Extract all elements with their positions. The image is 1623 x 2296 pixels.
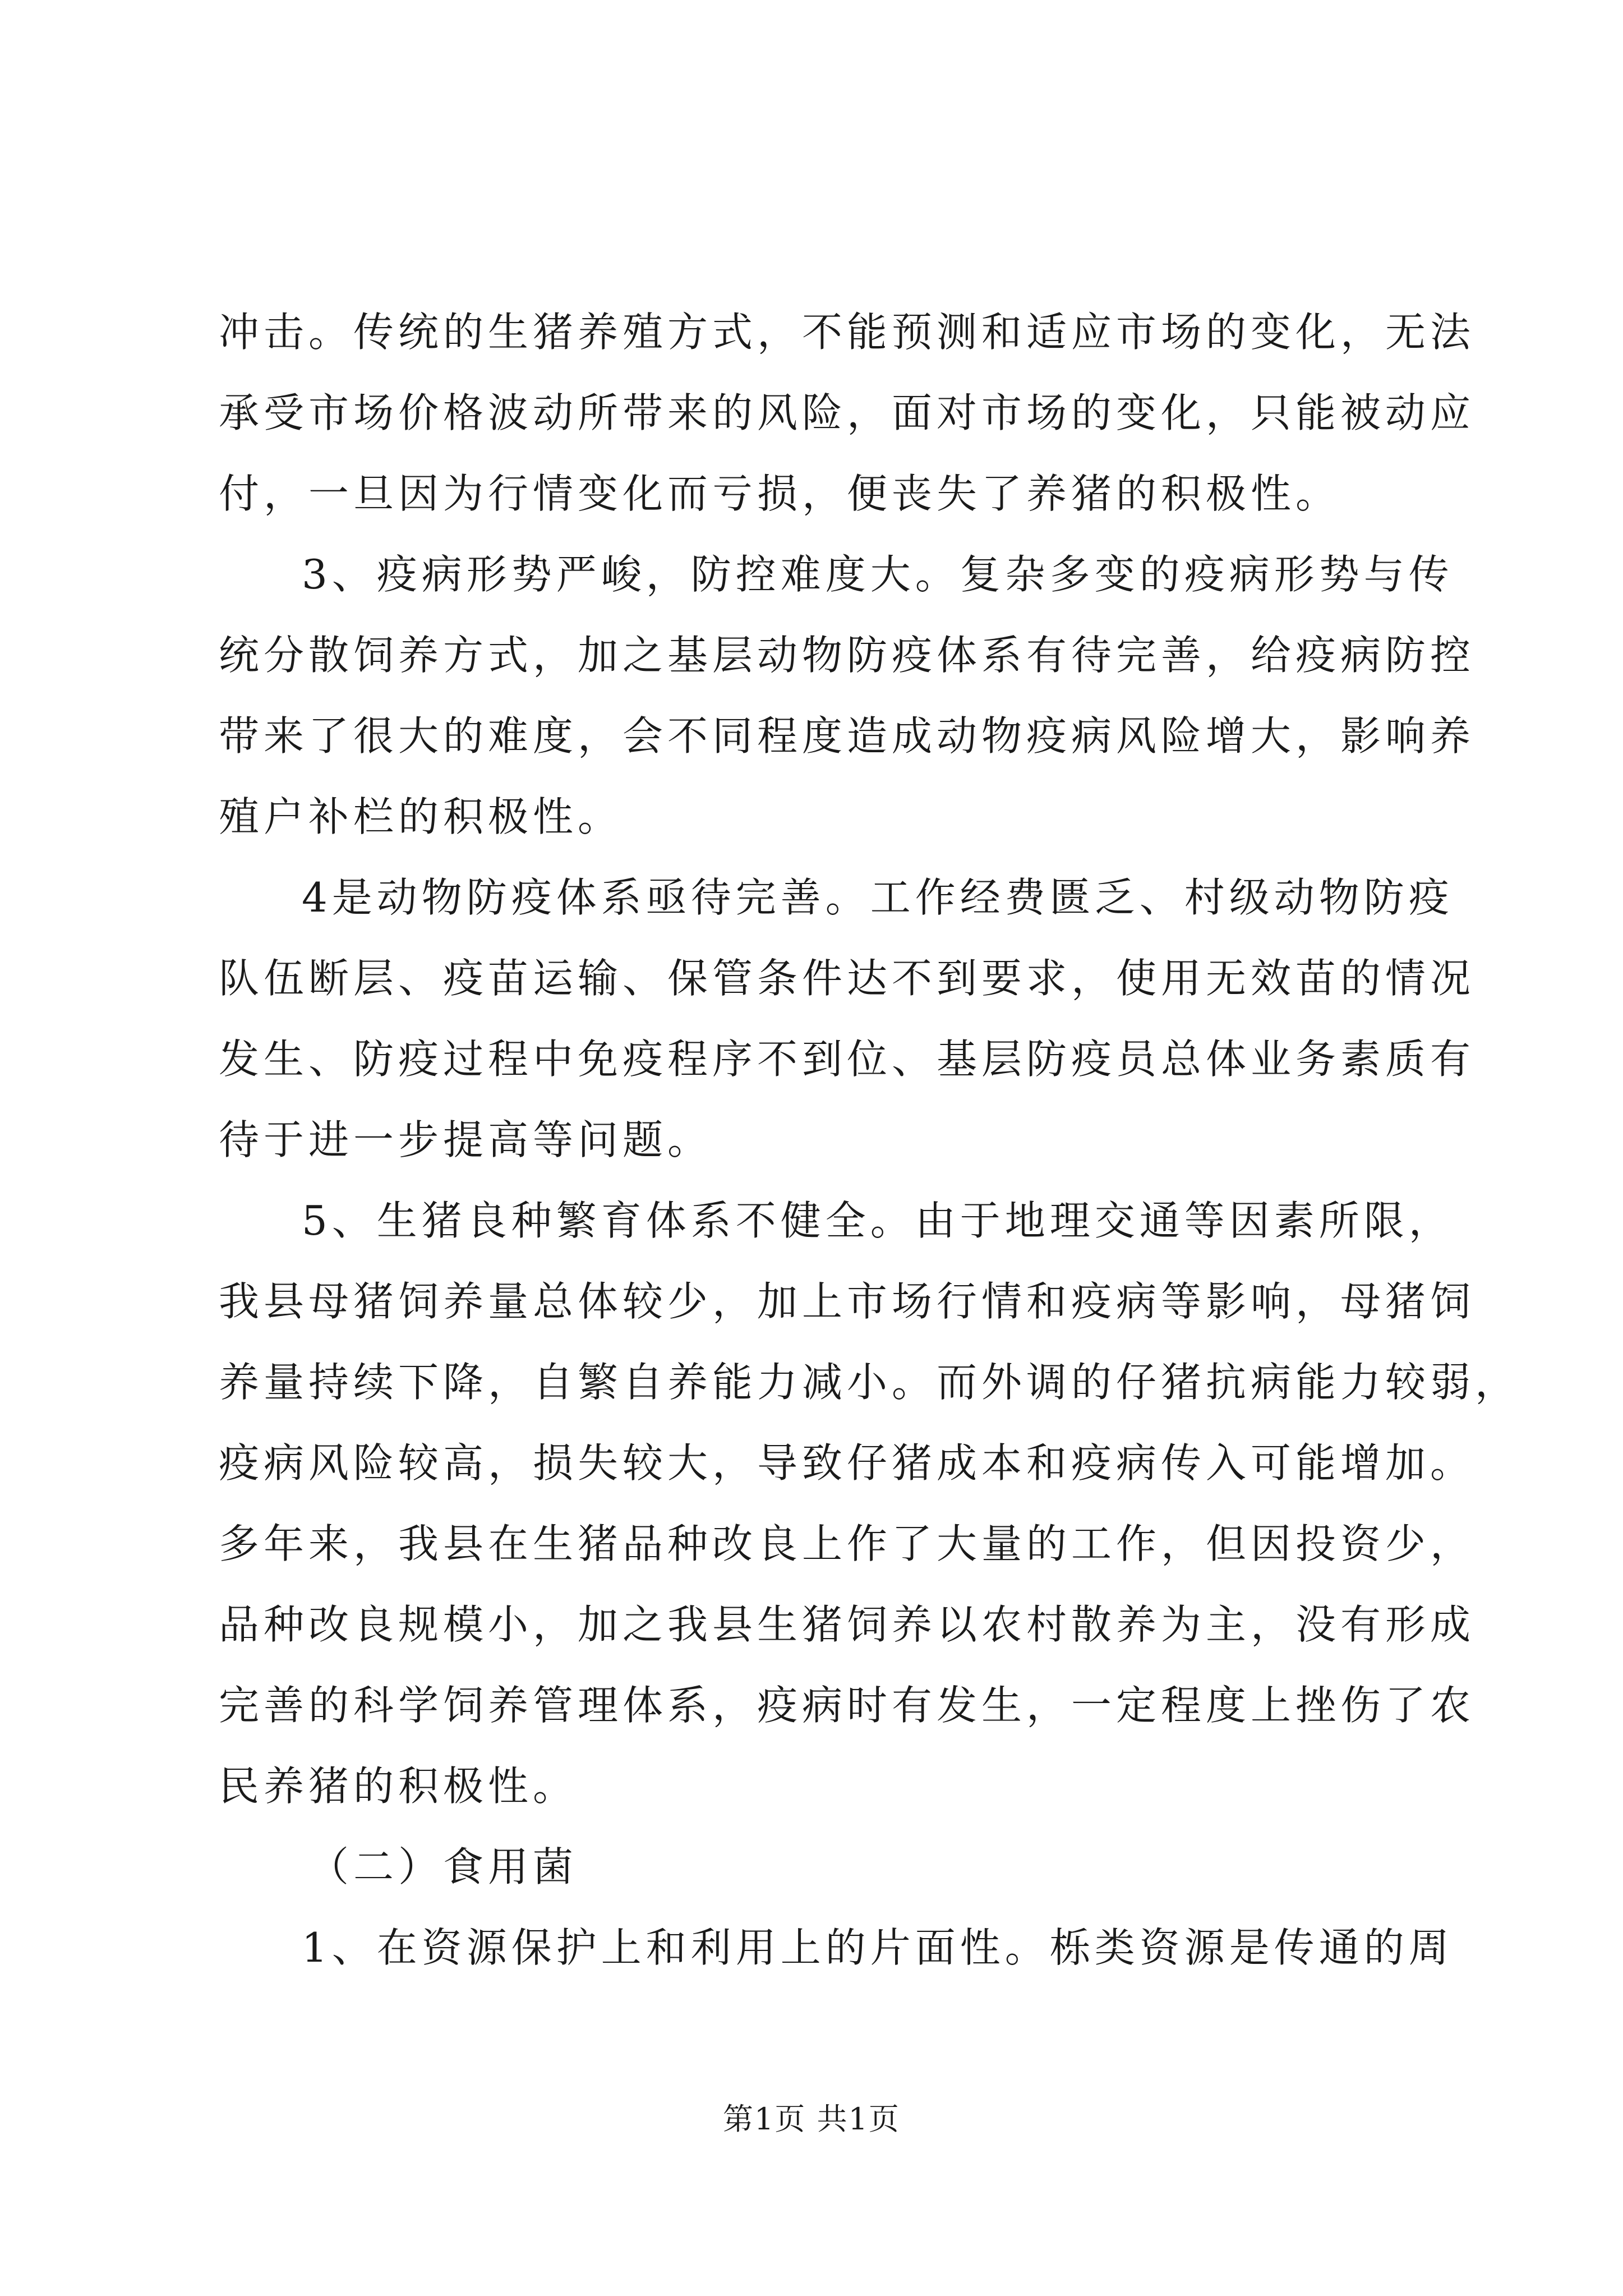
text-line: 民养猪的积极性。 <box>219 1763 578 1810</box>
paragraph <box>219 292 1476 534</box>
text-line: 带来了很大的难度，会不同程度造成动物疫病风险增大，影响养 <box>219 712 1476 760</box>
text-line: 承受市场价格波动所带来的风险，面对市场的变化，只能被动应 <box>219 389 1476 436</box>
paragraph <box>219 1907 1454 1988</box>
text-line: 1、在资源保护上和利用上的片面性。栎类资源是传通的周 <box>302 1924 1454 1971</box>
page-footer <box>0 2099 1623 2139</box>
text-line: 3、疫病形势严峻，防控难度大。复杂多变的疫病形势与传 <box>302 551 1454 598</box>
text-line: 冲击。传统的生猪养殖方式，不能预测和适应市场的变化，无法 <box>219 309 1476 356</box>
page-number-label: 第1页 共1页 <box>723 2101 900 2137</box>
text-line: 多年来，我县在生猪品种改良上作了大量的工作，但因投资少， <box>219 1520 1476 1567</box>
text-line: 待于进一步提高等问题。 <box>219 1116 713 1163</box>
text-line: 品种改良规模小，加之我县生猪饲养以农村散养为主，没有形成 <box>219 1601 1476 1648</box>
text-line: 完善的科学饲养管理体系，疫病时有发生，一定程度上挫伤了农 <box>219 1682 1476 1729</box>
document-body <box>219 292 1520 1988</box>
heading-text: （二）食用菌 <box>308 1843 578 1890</box>
section-heading <box>219 1826 1424 1907</box>
paragraph <box>219 1180 1520 1826</box>
text-line: 统分散饲养方式，加之基层动物防疫体系有待完善，给疫病防控 <box>219 632 1476 679</box>
text-line: 5、生猪良种繁育体系不健全。由于地理交通等因素所限， <box>302 1197 1454 1244</box>
text-line: 发生、防疫过程中免疫程序不到位、基层防疫员总体业务素质有 <box>219 1036 1476 1083</box>
text-line: 疫病风险较高，损失较大，导致仔猪成本和疫病传入可能增加。 <box>219 1439 1476 1487</box>
text-line: 4是动物防疫体系亟待完善。工作经费匮乏、村级动物防疫 <box>302 874 1454 921</box>
text-line: 队伍断层、疫苗运输、保管条件达不到要求，使用无效苗的情况 <box>219 955 1476 1002</box>
paragraph <box>219 534 1476 857</box>
text-line: 养量持续下降，自繁自养能力减小。而外调的仔猪抗病能力较弱， <box>219 1359 1520 1406</box>
text-line: 付，一旦因为行情变化而亏损，便丧失了养猪的积极性。 <box>219 470 1341 517</box>
paragraph <box>219 857 1476 1180</box>
text-line: 我县母猪饲养量总体较少，加上市场行情和疫病等影响，母猪饲 <box>219 1278 1476 1325</box>
text-line: 殖户补栏的积极性。 <box>219 793 623 840</box>
